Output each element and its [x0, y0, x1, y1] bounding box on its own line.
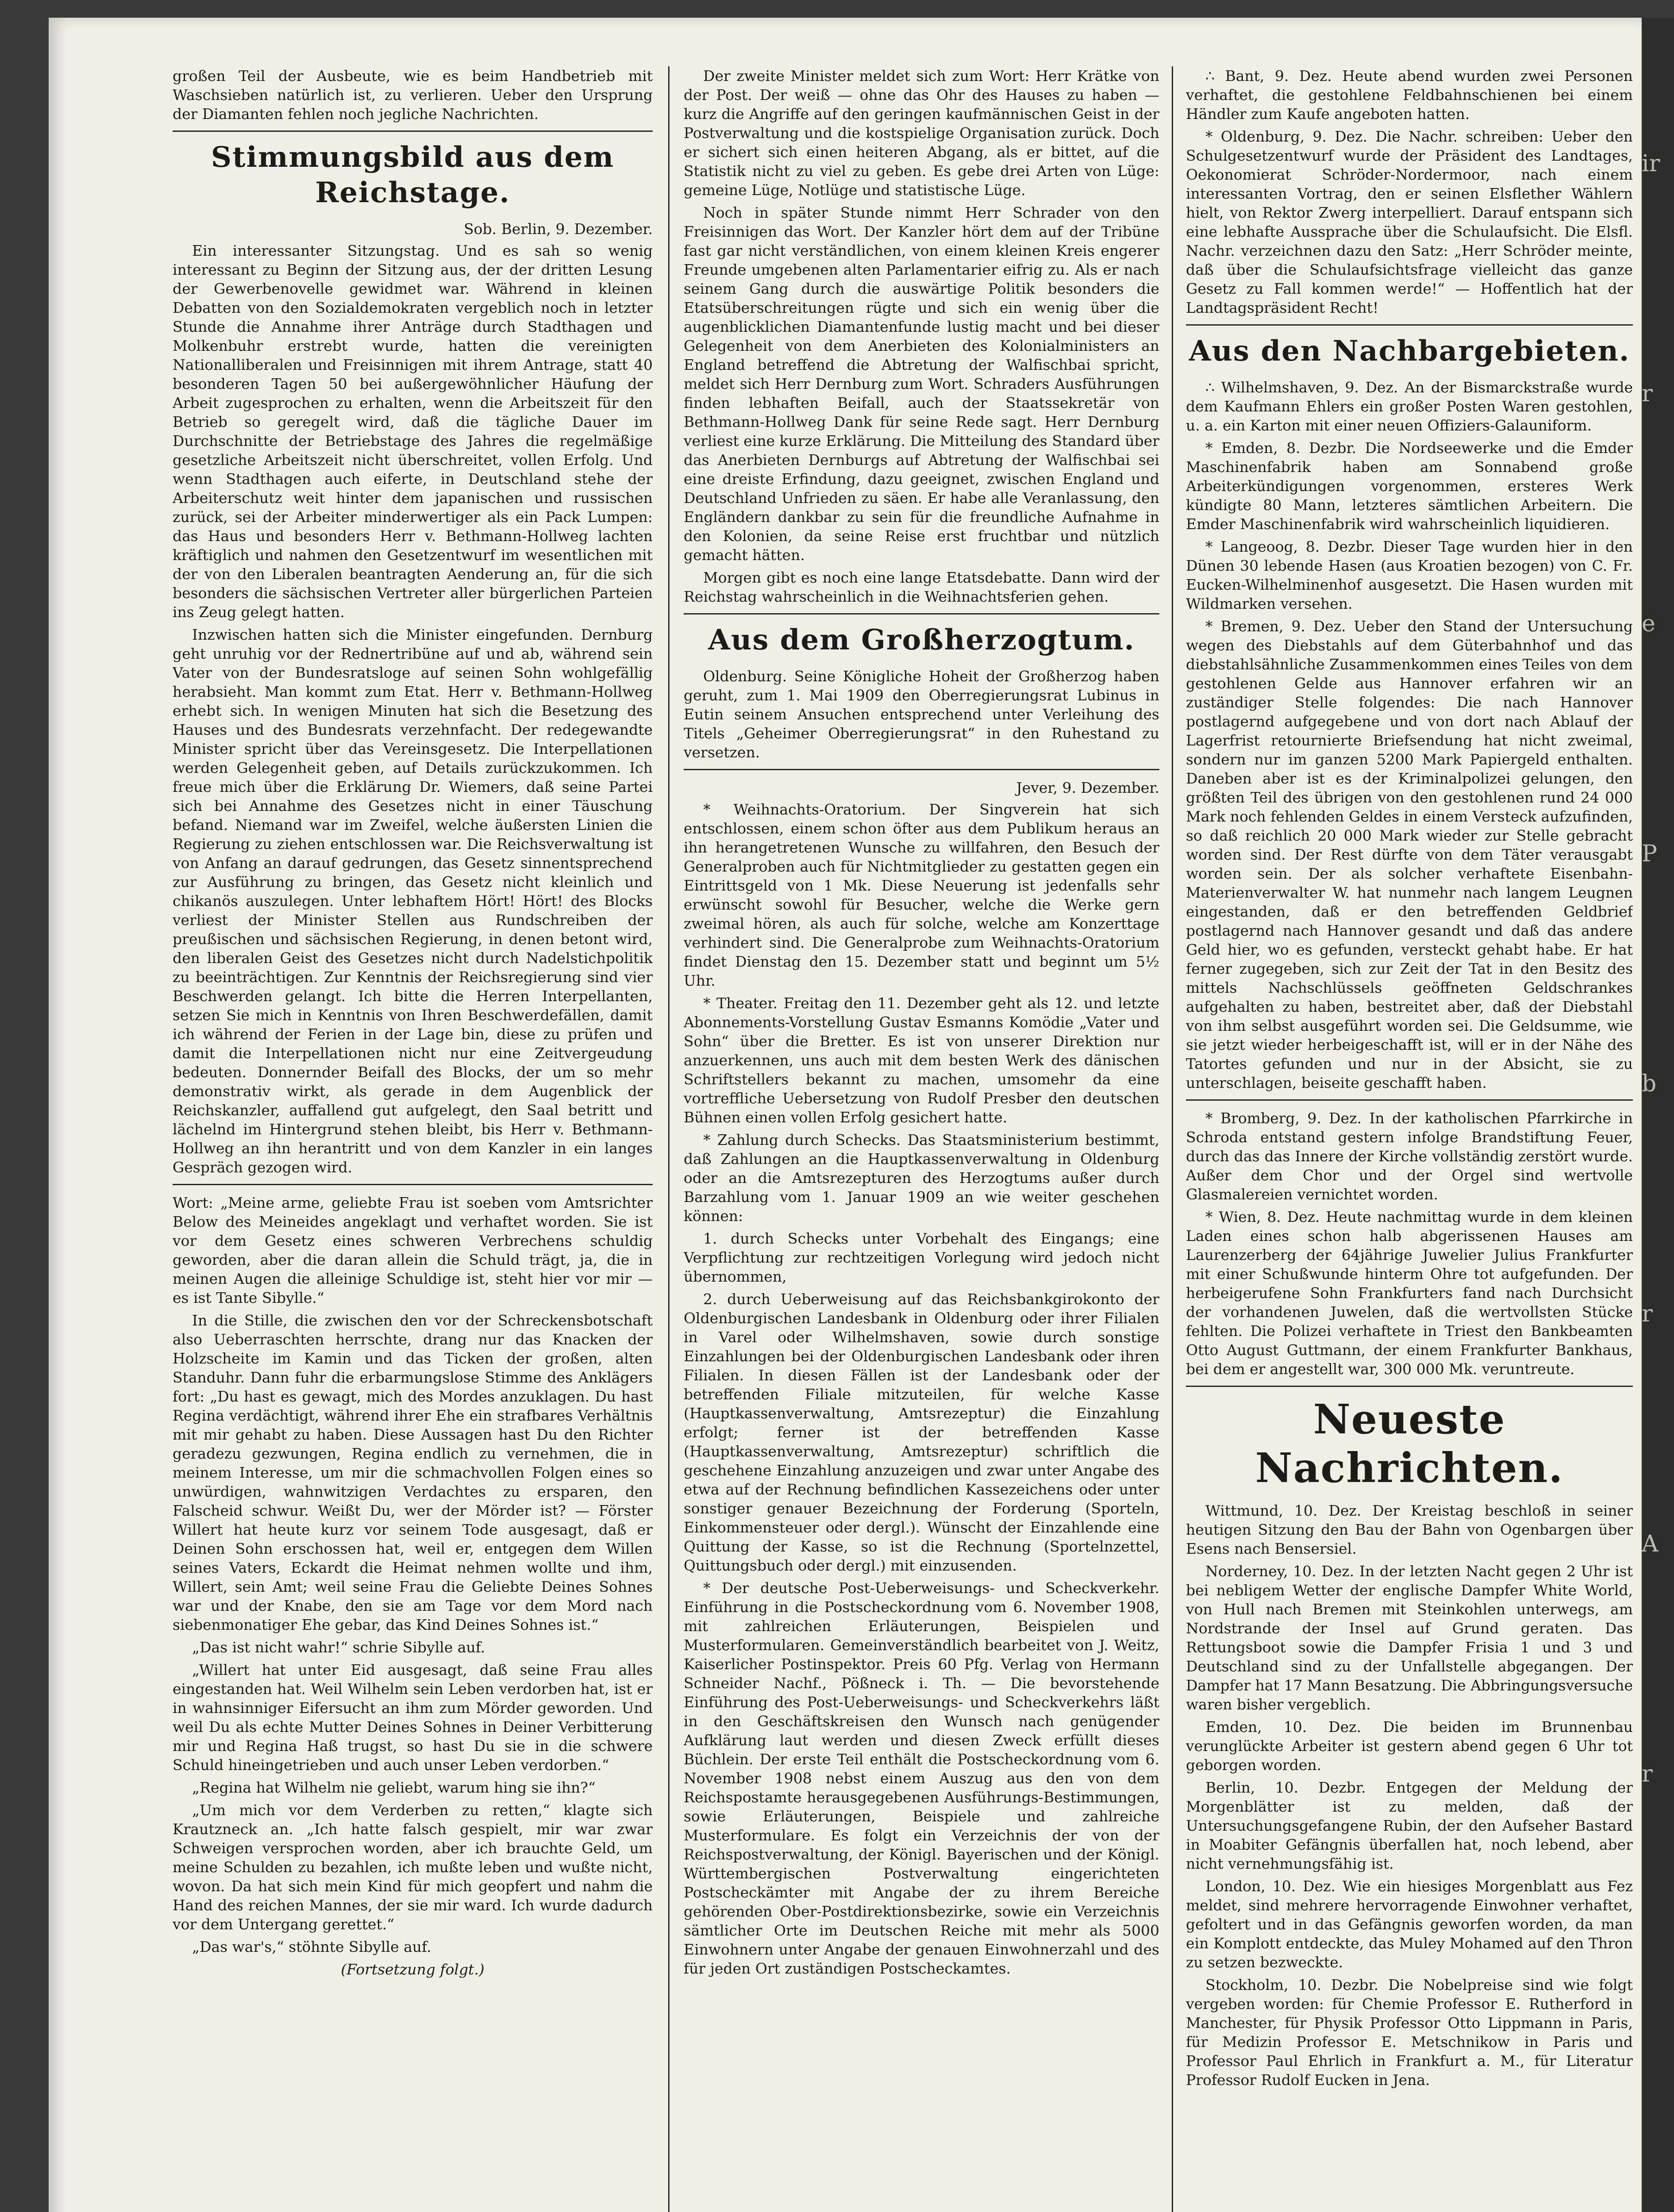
article-paragraph: Wittmund, 10. Dez. Der Kreistag beschloß in seiner heutigen Sitzung den Bau der Bahn von Ogenbargen über Esens nach Bensersiel. [1186, 1502, 1633, 1557]
article-paragraph: Noch in später Stunde nimmt Herr Schrader von den Freisinnigen das Wort. Der Kanzler hört dem auf der Tribüne fast gar nicht verständlichen, von einem kleinen Kreis engerer Freunde umgebenen alten Parlamentarier eifrig zu. Als er nach seinem Gang durch die auswärtige Politik besonders die Etatsüberschreitungen rügte und sich ein wenig über die augenblicklichen Diamantenfunde lustig macht und bei dieser Gelegenheit von dem Anerbieten des Kolonialministers an England betreffend die Abtretung der Walfischbai spricht, meldet sich Herr Dernburg zum Wort. Schraders Ausführungen finden lebhaften Beifall, auch der Staatssekretär von Bethmann-Hollweg Dank für seine Rede sagt. Herr Dernburg verliest eine kurze Erklärung. Die Mitteilung des Standard über das Anerbieten Dernburgs auf Abtretung der Walfischbai sei eine dreiste Erfindung, dazu geeignet, zwischen England und Deutschland Unfrieden zu säen. Er habe alle Veranlassung, den Engländern dankbar zu sein für die freundliche Aufnahme in den Kolonien, da seine Reise erst fruchtbar und nützlich gemacht hätten. [684, 204, 1159, 564]
article-paragraph: * Zahlung durch Schecks. Das Staatsministerium bestimmt, daß Zahlungen an die Hauptkassenverwaltung in Oldenburg oder an die Amtsrezepturen des Herzogtums außer durch Barzahlung vom 1. Januar 1909 an wie weiter geschehen können: [684, 1131, 1159, 1225]
edge-text-fragment: P [1642, 841, 1657, 867]
article-paragraph: In die Stille, die zwischen den vor der Schreckensbotschaft also Ueberraschten herrschte, drang nur das Knacken der Holzscheite im Kamin und das Ticken der großen, alten Standuhr. Dann fuhr die erbarmungslose Stimme des Anklägers fort: „Du hast es gewagt, mich des Mordes anzuklagen. Du hast Regina verdächtigt, während ihrer Ehe ein strafbares Verhältnis mit mir gehabt zu haben. Diese Aussagen hast Du den Richter geradezu gezwungen, Regina endlich zu vernehmen, die in meinem Interesse, um mir die schmachvollen Folgen eines so unwürdigen, wahnwitzigen Verdachtes zu ersparen, den Falscheid schwur. Weißt Du, wer der Mörder ist? — Förster Willert hat heute kurz vor seinem Tode ausgesagt, daß er Deinen Sohn erschossen hat, weil er, entgegen dem Willen seines Vaters, Eckardt die Heimat nehmen wollte und ihm, Willert, sein Amt; weil seine Frau die Geliebte Deines Sohnes war und der Knabe, den sie am Tage vor dem Mord nach siebenmonatiger Ehe gebar, das Kind Deines Sohnes ist.“ [173, 1312, 653, 1633]
article-paragraph: Emden, 10. Dez. Die beiden im Brunnenbau verunglückte Arbeiter ist gestern abend gegen 6 Uhr tot geborgen worden. [1186, 1718, 1633, 1774]
article-paragraph: * Der deutsche Post-Ueberweisungs- und Scheckverkehr. Einführung in die Postscheckordnung vom 6. November 1908, mit zahlreichen Erläuterungen, Beispielen und Musterformularen. Gemeinverständlich bearbeitet von J. Weitz, Kaiserlicher Postinspektor. Preis 60 Pfg. Verlag von Hermann Schneider Nachf., Pößneck i. Th. — Die bevorstehende Einführung des Post-Ueberweisungs- und Scheckverkehrs läßt in den Geschäftskreisen den Wunsch nach genügender Aufklärung laut werden und diesen Zweck erfüllt dieses Büchlein. Der erste Teil enthält die Postscheckordnung vom 6. November 1908 nebst einem Auszug aus den von dem Reichspostamte herausgegebenen Ausführungs-Bestimmungen, sowie Erläuterungen, Beispiele und zahlreiche Musterformulare. Es folgt ein Verzeichnis der von der Reichspostverwaltung, der Königl. Bayerischen und der Königl. Württembergischen Postverwaltung eingerichteten Postscheckämter mit Angabe der zu ihrem Bereiche gehörenden Ober-Postdirektionsbezirke, sowie ein Verzeichnis sämtlicher Orte im Deutschen Reiche mit mehr als 5000 Einwohnern unter Angabe der genauen Einwohnerzahl und des für jeden Ort zuständigen Postscheckamtes. [684, 1579, 1159, 1977]
section-rule [173, 131, 653, 132]
article-paragraph: „Das ist nicht wahr!“ schrie Sibylle auf. [192, 1639, 485, 1656]
continuation-note: (Fortsetzung folgt.) [341, 1961, 485, 1978]
article-paragraph: „Um mich vor dem Verderben zu retten,“ klagte sich Krautzneck an. „Ich hatte falsch gespielt, mir war zwar Schweigen versprochen worden, aber ich brauchte Geld, um meine Schulden zu bezahlen, ich mußte leben und wußte nicht, wovon. Da hat sich mein Kind für mich geopfert und nahm die Hand des reichen Mannes, der sie mir ward. Ich wurde dadurch vor dem Untergang gerettet.“ [173, 1801, 653, 1933]
article-paragraph: Der zweite Minister meldet sich zum Wort: Herr Krätke von der Post. Der weiß — ohne das Ohr des Hauses zu haben — kurz die Angriffe auf den geringen kaufmännischen Geist in der Postverwaltung und die kostspielige Organisation zurück. Doch er sichert sich einen heiteren Abgang, als er bittet, auf die Statistik nicht zu viel zu geben. Es gebe drei Arten von Lüge: gemeine Lüge, Notlüge und statistische Lüge. [684, 67, 1159, 199]
dateline: Sob. Berlin, 9. Dezember. [464, 220, 653, 238]
article-paragraph: London, 10. Dez. Wie ein hiesiges Morgenblatt aus Fez meldet, sind mehrere hervorragende Einwohner verhaftet, gefoltert und in das Gefängnis geworfen worden, da man ein Komplott entdeckte, das Muley Mohamed auf den Thron zu setzen bezweckte. [1186, 1878, 1633, 1971]
article-paragraph: Morgen gibt es noch eine lange Etatsdebatte. Dann wird der Reichstag wahrscheinlich in die Weihnachtsferien gehen. [684, 569, 1159, 605]
column-divider [1172, 66, 1173, 2212]
article-paragraph: * Weihnachts-Oratorium. Der Singverein hat sich entschlossen, einem schon öfter aus dem Publikum heraus an ihn herangetretenen Wunsche zu willfahren, den Besuch der Generalproben auch für Nichtmitglieder zu gestatten gegen ein Eintrittsgeld von 1 Mk. Diese Neuerung ist jedenfalls sehr erwünscht sowohl für Besucher, welche die Werke gern zweimal hören, als auch für solche, welche am Konzerttage verhindert sind. Die Generalprobe zum Weihnachts-Oratorium findet Dienstag den 15. Dezember statt und beginnt um 5½ Uhr. [684, 801, 1159, 989]
article-paragraph: * Langeoog, 8. Dezbr. Dieser Tage wurden hier in den Dünen 30 lebende Hasen (aus Kroatien bezogen) von C. Fr. Eucken-Wilhelminenhof ausgesetzt. Die Hasen wurden mit Wildmarken versehen. [1186, 538, 1633, 612]
section-heading: Neueste Nachrichten. [1255, 1395, 1564, 1492]
article-paragraph: * Wien, 8. Dez. Heute nachmittag wurde in dem kleinen Laden eines schon halb abgerissenen Hauses am Laurenzerberg der 64jährige Juwelier Julius Frankfurter mit einer Schußwunde hinterm Ohre tot aufgefunden. Der herbeigerufene Sohn Frankfurters fand nach Durchsicht der vorhandenen Juwelen, daß die wertvollsten Stücke fehlten. Die Polizei verhaftete in Triest den Bankbeamten Otto August Guttmann, der einem Frankfurter Bankhaus, bei dem er angestellt war, 300 000 Mk. veruntreute. [1186, 1208, 1633, 1378]
article-paragraph: ∴ Wilhelmshaven, 9. Dez. An der Bismarckstraße wurde dem Kaufmann Ehlers ein großer Posten Waren gestohlen, u. a. ein Karton mit einer neuen Offiziers-Galauniform. [1186, 379, 1633, 434]
column-1 [173, 66, 653, 2212]
dateline: Jever, 9. Dezember. [1016, 779, 1159, 796]
article-paragraph: * Emden, 8. Dezbr. Die Nordseewerke und die Emder Maschinenfabrik haben am Sonnabend große Arbeiterkündigungen vorgenommen, ersteres Werk kündigte 80 Mann, letzteres sämtlichen Arbeitern. Die Emder Maschinenfabrik wird wahrscheinlich liquidieren. [1186, 439, 1633, 533]
section-rule [173, 1184, 653, 1185]
section-heading: Aus den Nachbargebieten. [1189, 334, 1630, 368]
column-3 [1186, 66, 1633, 2212]
section-rule [1186, 324, 1633, 326]
edge-text-fragment: r [1642, 380, 1653, 407]
article-paragraph: Stockholm, 10. Dezbr. Die Nobelpreise sind wie folgt vergeben worden: für Chemie Professor E. Rutherford in Manchester, für Physik Professor Otto Lippmann in Paris, für Medizin Professor E. Metschnikow in Paris und Professor Paul Ehrlich in Frankfurt a. M., für Literatur Professor Rudolf Eucken in Jena. [1186, 1976, 1633, 2089]
edge-text-fragment: r [1642, 1761, 1653, 1787]
adjacent-page-edge [1642, 18, 1674, 2212]
edge-text-fragment: ir [1642, 150, 1660, 177]
section-rule [684, 769, 1159, 770]
article-paragraph: * Bremen, 9. Dez. Ueber den Stand der Untersuchung wegen des Diebstahls auf dem Güterbahnhof und das diebstahlsähnliche Zusammenkommen eines Teiles von dem gestohlenen Gelde aus Hannover erfahren wir an zuständiger Stelle folgendes: Die nach Hannover postlagernd aufgegebene und von dort nach Ablauf der Lagerfrist retournierte Briefsendung hat nicht zweimal, sondern nur im ganzen 5200 Mark Papiergeld enthalten. Daneben aber ist es der Kriminalpolizei gelungen, den größten Teil des übrigen von den gestohlenen rund 24 000 Mark noch fehlenden Geldes in einem Versteck aufzufinden, so daß reichlich 20 000 Mark wieder zur Stelle gebracht worden sind. Der Rest dürfte von dem Täter verausgabt worden sein. Der als solcher verhaftete Eisenbahn-Materienverwalter W. hat nunmehr nach langem Leugnen eingestanden, daß er den betreffenden Geldbrief postlagernd nach Hannover gesandt und daß das andere Geld hier, wo es gefunden, versteckt gehabt habe. Er hat ferner zugegeben, sich zur Zeit der Tat in den Besitz des mittels Nachschlüssels geöffneten Geldschrankes aufgehalten zu haben, bestreitet aber, daß der Diebstahl von ihm selbst ausgeführt worden sei. Die Geldsumme, wie sie jetzt wieder herbeigeschafft ist, will er in der Nähe des Tatortes gefunden und nur in der Absicht, sie zu unterschlagen, beiseite geschafft haben. [1186, 618, 1633, 1091]
article-paragraph: Wort: „Meine arme, geliebte Frau ist soeben vom Amtsrichter Below des Meineides angeklagt und verhaftet worden. Sie ist vor dem Gesetz eines schweren Verbrechens schuldig geworden, aber die daran allein die Schuld trägt, ja, die in meinen Augen die alleinige Schuldige ist, steht hier vor mir — es ist Tante Sibylle.“ [173, 1194, 653, 1306]
edge-text-fragment: A [1642, 1531, 1659, 1557]
section-rule [1186, 1386, 1633, 1387]
article-paragraph: ∴ Bant, 9. Dez. Heute abend wurden zwei Personen verhaftet, die gestohlene Feldbahnschienen bei einem Händler zum Kaufe angeboten hatten. [1186, 67, 1633, 123]
section-heading: Stimmungsbild aus dem Reichstage. [211, 141, 615, 209]
section-rule [1186, 1099, 1633, 1101]
edge-text-fragment: b [1642, 1071, 1657, 1097]
section-heading: Aus dem Großherzogtum. [708, 623, 1135, 657]
edge-text-fragment: r [1642, 1301, 1653, 1327]
article-paragraph: großen Teil der Ausbeute, wie es beim Handbetrieb mit Waschsieben natürlich ist, zu verlieren. Ueber den Ursprung der Diamanten fehlen noch jegliche Nachrichten. [173, 67, 653, 123]
article-paragraph: „Regina hat Wilhelm nie geliebt, warum hing sie ihn?“ [192, 1779, 596, 1796]
article-paragraph: Norderney, 10. Dez. In der letzten Nacht gegen 2 Uhr ist bei nebligem Wetter der englische Dampfer White World, von Hull nach Bremen mit Steinkohlen unterwegs, am Nordstrande der Insel auf Grund geraten. Das Rettungsboot sowie die Dampfer Frisia 1 und 3 und Deutschland sind zu der Unfallstelle abgegangen. Der Dampfer hat 17 Mann Besatzung. Die Abbringungsversuche waren bisher vergeblich. [1186, 1563, 1633, 1713]
article-paragraph: Inzwischen hatten sich die Minister eingefunden. Dernburg geht unruhig vor der Rednertribüne auf und ab, während sein Vater von der Bundesratsloge auf seinen Sohn wohlgefällig herabsieht. Man kommt zum Etat. Herr v. Bethmann-Hollweg erhebt sich. In wenigen Minuten hat sich die Besetzung des Hauses und des Bundesrats verzehnfacht. Der redegewandte Minister spricht über das Vereinsgesetz. Die Interpellationen werden Gelegenheit geben, auf Details zurückzukommen. Ich freue mich über die Erklärung Dr. Wiemers, daß seine Partei sich bei Annahme des Gesetzes nicht in einer Täuschung befand. Niemand war im Zweifel, welche äußersten Linien die Regierung zu ziehen entschlossen war. Die Reichsverwaltung ist von Anfang an darauf gedrungen, das Gesetz sinnentsprechend zur Ausführung zu bringen, das Gesetz nicht kleinlich und chikanös auszulegen. Unter lebhaftem Hört! Hört! des Blocks verliest der Minister Stellen aus Rundschreiben der preußischen und sächsischen Regierung, in denen betont wird, den liberalen Geist des Gesetzes nicht durch Nadelstichpolitik zu beeinträchtigen. Zur Kenntnis der Reichsregierung sind vier Beschwerden gelangt. Ich bitte die Herren Interpellanten, setzen Sie mich in Kenntnis von Ihren Beschwerdefällen, damit ich während der Ferien in der Lage bin, diese zu prüfen und damit die Interpellationen nicht nur eine Zeitvergeudung bedeuten. Donnernder Beifall des Blocks, der um so mehr demonstrativ wirkt, als gerade in dem Augenblick der Reichskanzler, auffallend gut aufgelegt, den Saal betritt und lächelnd im Hintergrund stehen bleibt, bis Herr v. Bethmann-Hollweg an ihn herantritt und von dem Kanzler in ein langes Gespräch gezogen wird. [173, 626, 653, 1176]
article-paragraph: Berlin, 10. Dezbr. Entgegen der Meldung der Morgenblätter ist zu melden, daß der Untersuchungsgefangene Rubin, der den Aufseher Bastard in Moabiter Gefängnis überfallen hat, noch lebend, aber nicht vernehmungsfähig ist. [1186, 1779, 1633, 1872]
article-paragraph: * Theater. Freitag den 11. Dezember geht als 12. und letzte Abonnements-Vorstellung Gustav Esmanns Komödie „Vater und Sohn“ über die Bretter. Es ist von unserer Direktion nur anzuerkennen, uns auch mit dem besten Werk des dänischen Schriftstellers bekannt zu machen, umsomehr da eine vortreffliche Uebersetzung von Rudolf Presber den deutschen Bühnen einen vollen Erfolg gesichert hatte. [684, 995, 1159, 1126]
article-paragraph: 2. durch Ueberweisung auf das Reichsbankgirokonto der Oldenburgischen Landesbank in Oldenburg oder ihrer Filialen in Varel oder Wilhelmshaven, sowie durch sonstige Einzahlungen bei der Oldenburgischen Landesbank oder ihren Filialen. In diesen Fällen ist der Landesbank oder der betreffenden Filiale mitzuteilen, für welche Kasse (Hauptkassenverwaltung, Amtsrezeptur) die Einzahlung erfolgt; ferner ist der betreffenden Kasse (Hauptkassenverwaltung, Amtsrezeptur) schriftlich die geschehene Einzahlung anzuzeigen und zwar unter Angabe des etwa auf der Rechnung befindlichen Kassezeichens oder unter sonstiger genauer Bezeichnung der Forderung (Sporteln, Einkommensteuer oder dergl.). Wünscht der Einzahlende eine Quittung der Kasse, so ist die Rechnung (Sportelnzettel, Quittungsbuch oder dergl.) mit einzusenden. [684, 1290, 1159, 1574]
article-paragraph: 1. durch Schecks unter Vorbehalt des Eingangs; eine Verpflichtung zur rechtzeitigen Vorlegung wird jedoch nicht übernommen, [684, 1230, 1159, 1285]
edge-text-fragment: e [1642, 611, 1655, 637]
article-paragraph: Oldenburg. Seine Königliche Hoheit der Großherzog haben geruht, zum 1. Mai 1909 den Oberregierungsrat Lubinus in Eutin seinem Ansuchen entsprechend unter Verleihung des Titels „Geheimer Oberregierungsrat“ in den Ruhestand zu versetzen. [684, 668, 1159, 761]
article-paragraph: * Oldenburg, 9. Dez. Die Nachr. schreiben: Ueber den Schulgesetzentwurf wurde der Präsident des Landtages, Oekonomierat Schröder-Nordermoor, nach einem interessanten Vortrag, den er seinen Elsflether Wählern hielt, von Rektor Zwerg interpelliert. Darauf entspann sich eine lebhafte Aussprache über die Schulaufsicht. Die Elsfl. Nachr. verzeichnen dazu den Satz: „Herr Schröder meinte, daß über die Schulaufsichtsfrage vielleicht das ganze Gesetz zu Fall kommen werde!“ — Hoffentlich hat der Landtagspräsident Recht! [1186, 128, 1633, 316]
article-paragraph: „Das war's,“ stöhnte Sibylle auf. [192, 1938, 431, 1955]
article-paragraph: * Bromberg, 9. Dez. In der katholischen Pfarrkirche in Schroda entstand gestern infolge Brandstiftung Feuer, durch das das Innere der Kirche vollständig zerstört wurde. Außer dem Chor und der Orgel sind wertvolle Glasmalereien vernichtet worden. [1186, 1110, 1633, 1203]
column-divider [668, 66, 670, 2212]
article-paragraph: Ein interessanter Sitzungstag. Und es sah so wenig interessant zu Beginn der Sitzung aus, der der dritten Lesung der Gewerbenovelle gewidmet war. Während in kleinen Debatten von den Sozialdemokraten vergeblich noch in letzter Stunde die Annahme ihrer Anträge durch Stadthagen und Molkenbuhr erstrebt wurde, hatten die vereinigten Nationalliberalen und Freisinnigen mit ihrem Antrage, statt 40 besonderen Tagen 50 bei außergewöhnlicher Häufung der Arbeit zugesprochen zu erhalten, wenn die Arbeitszeit für den Betrieb so geregelt wird, daß die tägliche Dauer im Durchschnitte der Betriebstage des Jahres die regelmäßige gesetzliche Arbeitszeit nicht überschreitet, vollen Erfolg. Und wenn Stadthagen auch eiferte, in Deutschland stehe der Arbeiterschutz weit hinter dem japanischen und russischen zurück, sei der Arbeiter minderwertiger als ein Pack Lumpen: das Haus und besonders Herr v. Bethmann-Hollweg lachten kräftiglich und nahmen den Gesetzentwurf im wesentlichen mit der von den Liberalen beantragten Aenderung an, für die sich besonders die sächsischen Vertreter aller bürgerlichen Parteien ins Zeug gelegt hatten. [173, 242, 653, 621]
section-rule [684, 613, 1159, 614]
article-paragraph: „Willert hat unter Eid ausgesagt, daß seine Frau alles eingestanden hat. Weil Wilhelm sein Leben verdorben hat, ist er in wahnsinniger Eifersucht an ihm zum Mörder geworden. Und weil Du als echte Mutter Deines Sohnes in Deiner Verbitterung mir und Regina Haß trugst, so hast Du sie in die schwere Schuld hineingetrieben und auch unser Leben verdorben.“ [173, 1661, 653, 1774]
column-2 [684, 66, 1159, 2212]
